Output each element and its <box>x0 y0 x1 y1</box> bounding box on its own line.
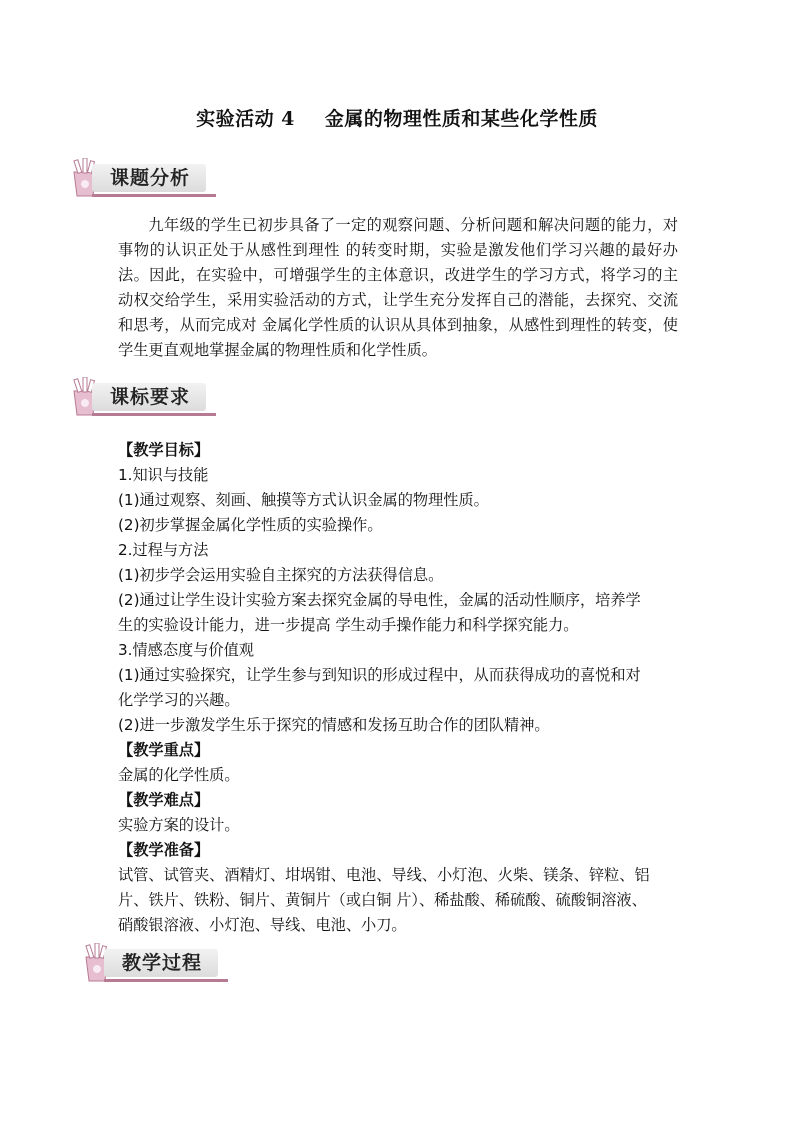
section-divider <box>92 413 216 416</box>
text-line: (1)初步学会运用实验自主探究的方法获得信息。 <box>118 566 444 584</box>
text-line: (2)通过让学生设计实验方案去探究金属的导电性，金属的活动性顺序，培养学 <box>118 591 641 609</box>
text-line: (1)通过观察、刻画、触摸等方式认识金属的物理性质。 <box>118 491 489 509</box>
heading-key-points: 【教学重点】 <box>118 741 210 759</box>
text-line: 片、铁片、铁粉、铜片、黄铜片（或白铜 片）、稀盐酸、稀硫酸、硫酸铜溶液、 <box>118 891 647 909</box>
text-line: 金属的化学性质。 <box>118 766 240 784</box>
section-title: 课标要求 <box>92 383 206 411</box>
text-line: 试管、试管夹、酒精灯、坩埚钳、电池、导线、小灯泡、火柴、镁条、锌粒、铝 <box>118 866 650 884</box>
section-header-analysis <box>66 158 226 198</box>
text-line: 化学学习的兴趣。 <box>118 691 240 709</box>
heading-objectives: 【教学目标】 <box>118 441 210 459</box>
text-line: 生的实验设计能力，进一步提高 学生动手操作能力和科学探究能力。 <box>118 616 579 634</box>
section-title: 课题分析 <box>92 164 206 192</box>
text-line: 3.情感态度与价值观 <box>118 641 254 659</box>
section-title: 教学过程 <box>104 949 218 977</box>
section-divider <box>104 979 228 982</box>
section-header-standards <box>66 377 226 417</box>
analysis-paragraph: 九年级的学生已初步具备了一定的观察问题、分析问题和解决问题的能力，对事物的认识正处于从感性到理性 的转变时期，实验是激发他们学习兴趣的最好办法。因此，在实验中，可增强学生的主体意识，改进学生的学习方式，将学习的主动权交给学生，采用实验活动的方式，让学生充分发挥自己的潜能，去探究、交流和思考，从而完成对 金属化学性质的认识从具体到抽象，从感性到理性的转变，使学生更直观地掌握金属的物理性质和化学性质。 <box>118 216 678 359</box>
section-header-process <box>78 943 238 983</box>
text-line: 2.过程与方法 <box>118 541 209 559</box>
text-line: 硝酸银溶液、小灯泡、导线、电池、小刀。 <box>118 916 407 934</box>
text-line: 实验方案的设计。 <box>118 816 240 834</box>
text-line: 1.知识与技能 <box>118 466 209 484</box>
heading-difficulties: 【教学难点】 <box>118 791 210 809</box>
section-divider <box>92 194 216 197</box>
page-title: 实验活动 4 金属的物理性质和某些化学性质 <box>196 108 598 130</box>
text-line: (2)进一步激发学生乐于探究的情感和发扬互助合作的团队精神。 <box>118 716 550 734</box>
text-line: (1)通过实验探究，让学生参与到知识的形成过程中，从而获得成功的喜悦和对 <box>118 666 641 684</box>
text-line: (2)初步掌握金属化学性质的实验操作。 <box>118 516 383 534</box>
heading-preparation: 【教学准备】 <box>118 841 210 859</box>
